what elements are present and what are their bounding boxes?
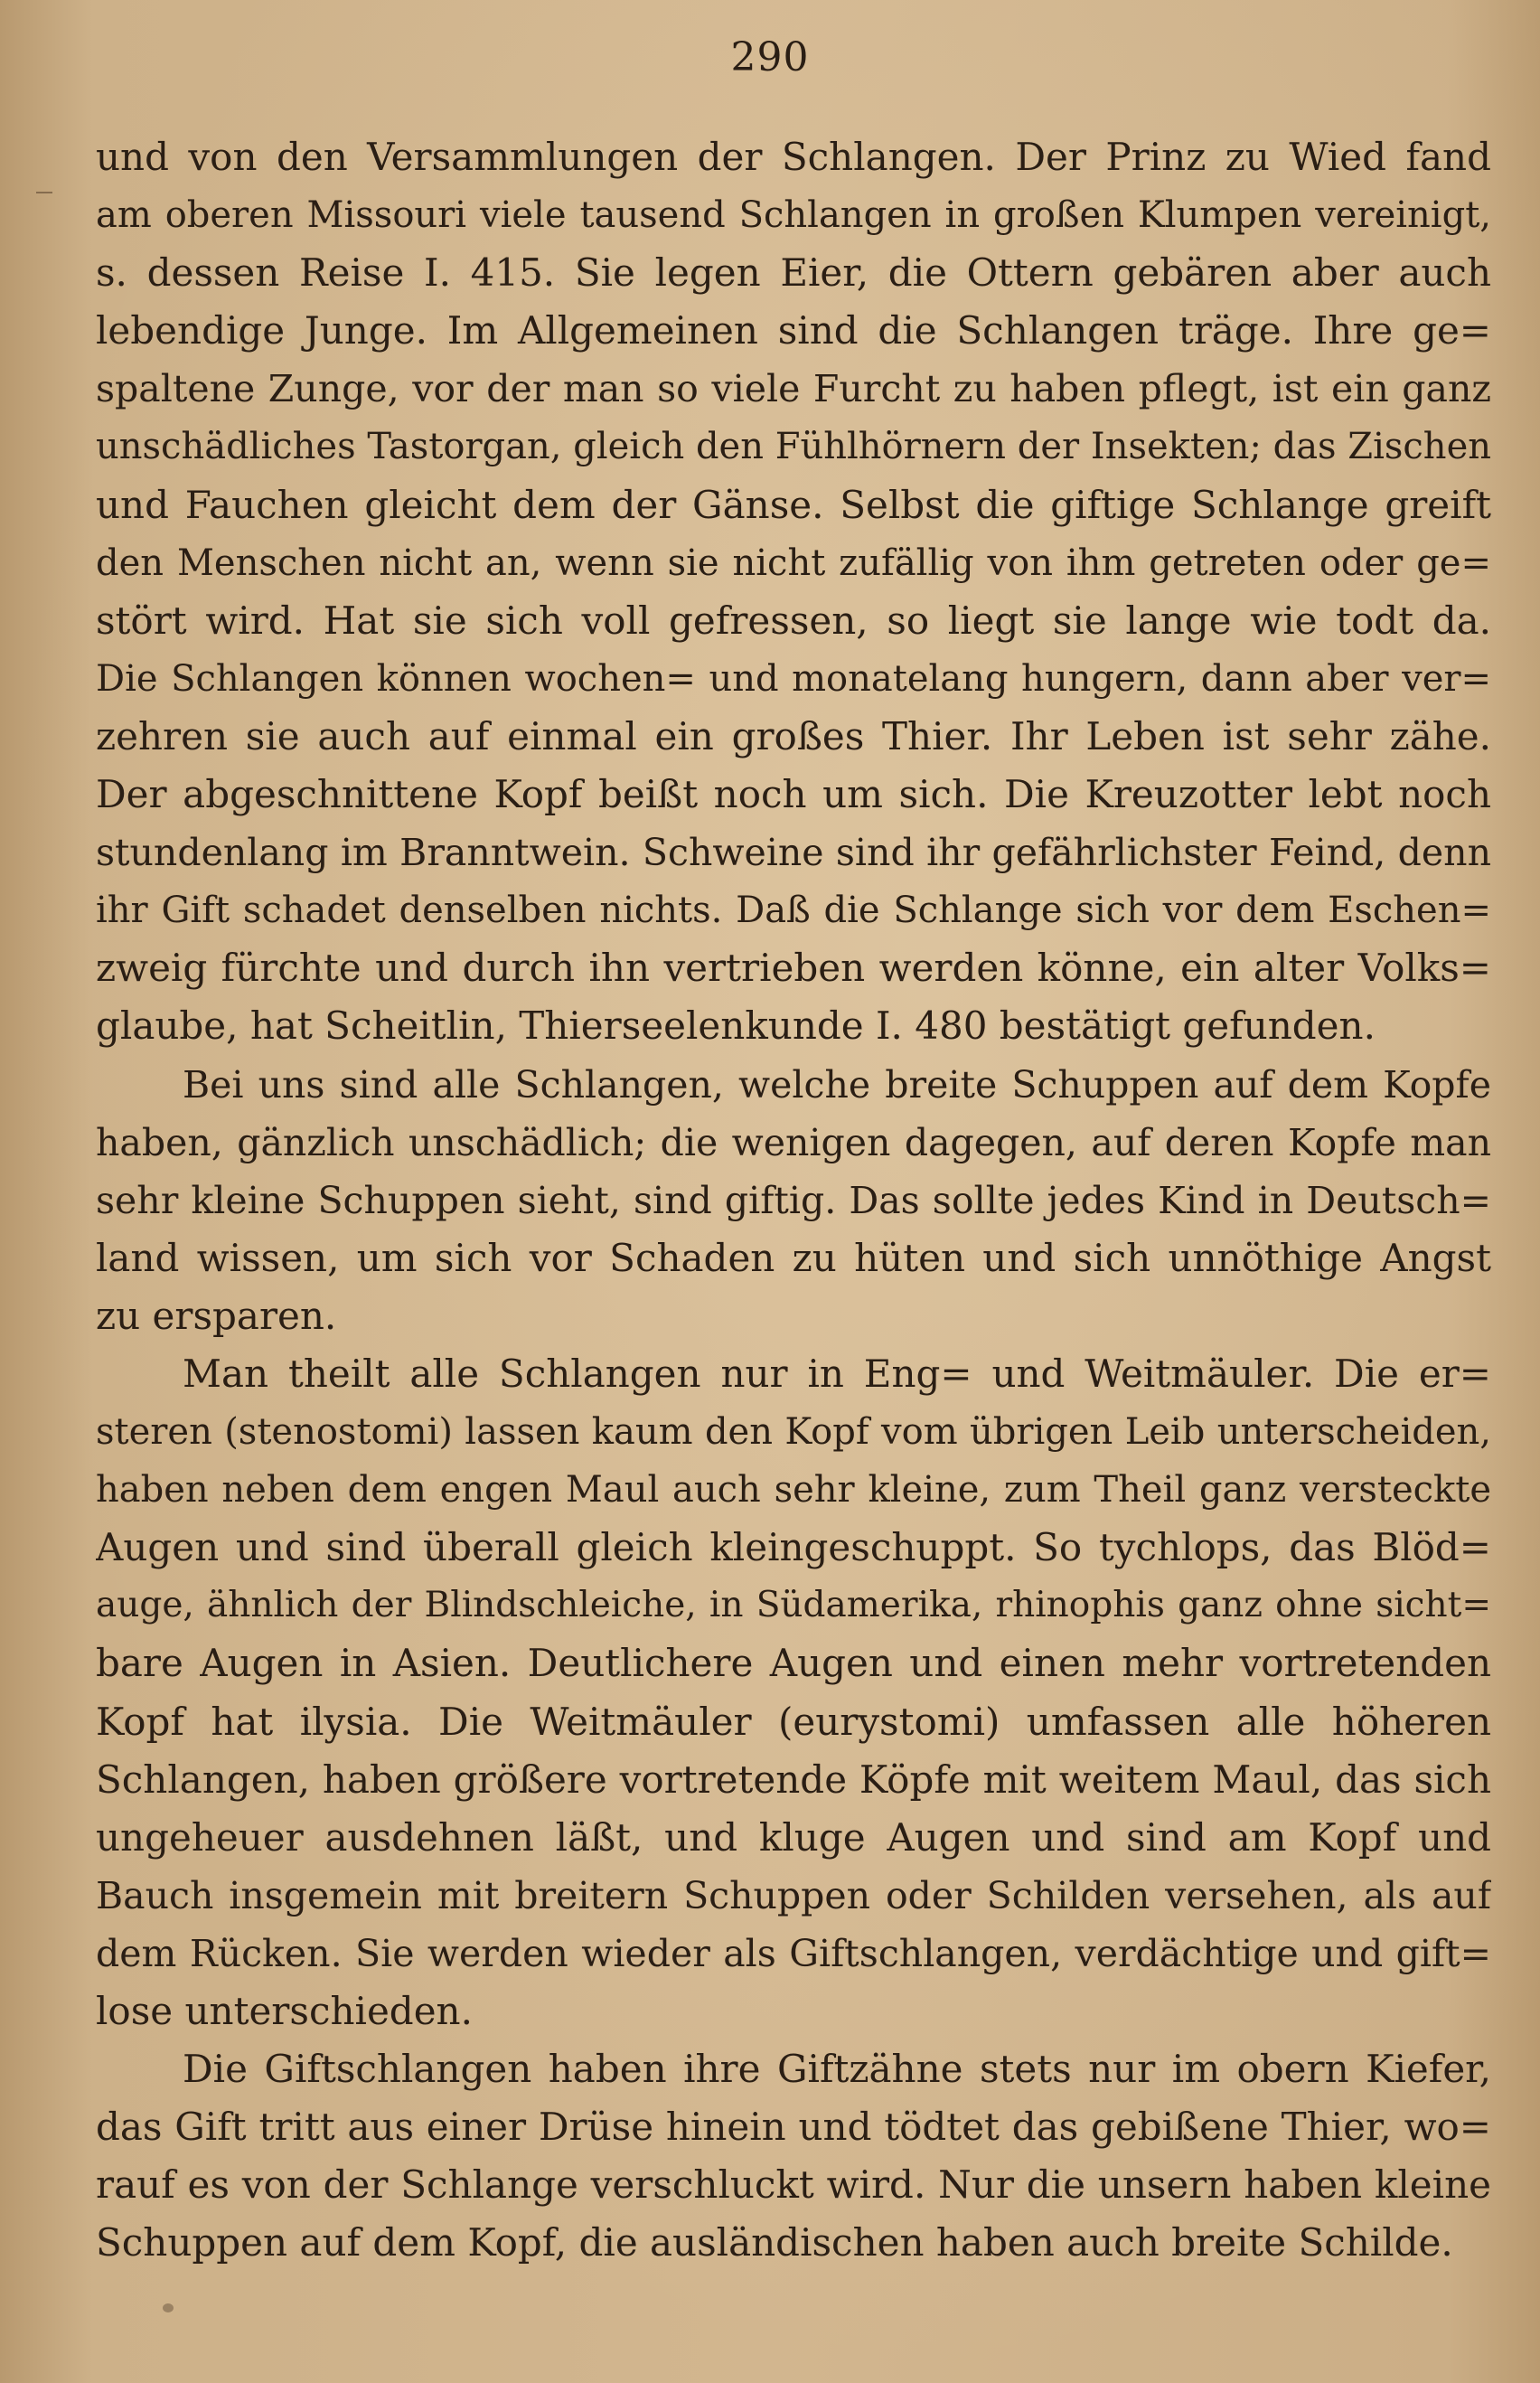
text-line: Kopf hat ilysia. Die Weitmäuler (eurystomi) umfassen alle höheren xyxy=(96,1699,1491,1744)
text-line: lebendige Junge. Im Allgemeinen sind die Schlangen träge. Ihre ge= xyxy=(96,308,1491,353)
text-line: Der abgeschnittene Kopf beißt noch um sich. Die Kreuzotter lebt noch xyxy=(96,772,1491,817)
text-line: stört wird. Hat sie sich voll gefressen, so liegt sie lange wie todt da. xyxy=(96,598,1491,643)
text-line: Schlangen, haben größere vortretende Köpfe mit weitem Maul, das sich xyxy=(96,1757,1491,1802)
text-line: spaltene Zunge, vor der man so viele Furcht zu haben pflegt, ist ein ganz xyxy=(96,367,1491,411)
text-line: unschädliches Tastorgan, gleich den Fühlhörnern der Insekten; das Zischen xyxy=(96,426,1491,468)
text-line: Bei uns sind alle Schlangen, welche breite Schuppen auf dem Kopfe xyxy=(183,1062,1491,1107)
text-line: sehr kleine Schuppen sieht, sind giftig. Das sollte jedes Kind in Deutsch= xyxy=(96,1178,1491,1222)
text-line: s. dessen Reise I. 415. Sie legen Eier, die Ottern gebären aber auch xyxy=(96,250,1491,296)
text-line: rauf es von der Schlange verschluckt wird. Nur die unsern haben kleine xyxy=(96,2162,1491,2208)
margin-mark xyxy=(36,192,52,193)
text-line: auge, ähnlich der Blindschleiche, in Südamerika, rhinophis ganz ohne sicht= xyxy=(96,1585,1491,1626)
body-text xyxy=(96,128,1491,2272)
text-line: Augen und sind überall gleich kleingeschuppt. So tychlops, das Blöd= xyxy=(96,1525,1491,1570)
text-line: lose unterschieden. xyxy=(96,1989,473,2033)
paragraph xyxy=(96,1345,1491,2040)
text-line: Die Schlangen können wochen= und monatelang hungern, dann aber ver= xyxy=(96,657,1491,700)
text-line: das Gift tritt aus einer Drüse hinein und tödtet das gebißene Thier, wo= xyxy=(96,2105,1491,2150)
text-line: Bauch insgemein mit breitern Schuppen oder Schilden versehen, als auf xyxy=(96,1873,1491,1917)
text-line: Schuppen auf dem Kopf, die ausländischen haben auch breite Schilde. xyxy=(96,2220,1453,2265)
text-line: haben, gänzlich unschädlich; die wenigen dagegen, auf deren Kopfe man xyxy=(96,1120,1491,1164)
paragraph xyxy=(96,2040,1491,2272)
text-line: Man theilt alle Schlangen nur in Eng= und Weitmäuler. Die er= xyxy=(183,1351,1491,1396)
paragraph xyxy=(96,128,1491,1056)
text-line: dem Rücken. Sie werden wieder als Giftschlangen, verdächtige und gift= xyxy=(96,1931,1491,1975)
text-line: ungeheuer ausdehnen läßt, und kluge Augen und sind am Kopf und xyxy=(96,1814,1491,1860)
text-line: zweig fürchte und durch ihn vertrieben werden könne, ein alter Volks= xyxy=(96,946,1491,991)
text-line: bare Augen in Asien. Deutlichere Augen und einen mehr vortretenden xyxy=(96,1641,1491,1686)
paragraph xyxy=(96,1056,1491,1345)
text-line: zu ersparen. xyxy=(96,1293,337,1338)
page-number: 290 xyxy=(730,34,810,80)
text-line: haben neben dem engen Maul auch sehr kleine, zum Theil ganz versteckte xyxy=(96,1469,1491,1512)
text-line: ihr Gift schadet denselben nichts. Daß die Schlange sich vor dem Eschen= xyxy=(96,890,1491,932)
text-line: den Menschen nicht an, wenn sie nicht zufällig von ihm getreten oder ge= xyxy=(96,542,1491,584)
text-line: und von den Versammlungen der Schlangen. Der Prinz zu Wied fand xyxy=(96,135,1491,179)
text-line: steren (stenostomi) lassen kaum den Kopf vom übrigen Leib unterscheiden, xyxy=(96,1411,1491,1454)
text-line: am oberen Missouri viele tausend Schlangen in großen Klumpen vereinigt, xyxy=(96,194,1491,237)
text-line: stundenlang im Branntwein. Schweine sind ihr gefährlichster Feind, denn xyxy=(96,831,1491,875)
text-line: Die Giftschlangen haben ihre Giftzähne stets nur im obern Kiefer, xyxy=(183,2047,1491,2092)
text-line: land wissen, um sich vor Schaden zu hüten und sich unnöthige Angst xyxy=(96,1235,1491,1280)
ink-spot xyxy=(163,2303,174,2312)
text-line: glaube, hat Scheitlin, Thierseelenkunde I. 480 bestätigt gefunden. xyxy=(96,1003,1376,1049)
text-line: und Fauchen gleicht dem der Gänse. Selbst die giftige Schlange greift xyxy=(96,482,1491,527)
text-line: zehren sie auch auf einmal ein großes Thier. Ihr Leben ist sehr zähe. xyxy=(96,713,1491,758)
